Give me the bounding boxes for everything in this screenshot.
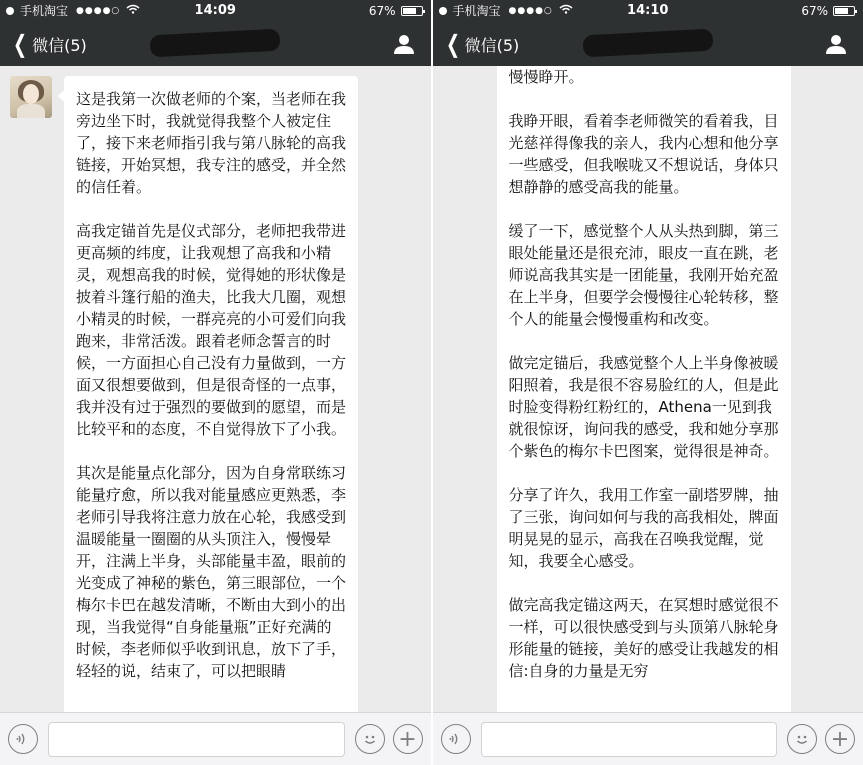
person-icon[interactable] [825,33,847,55]
battery-icon [833,6,855,16]
message-paragraph: 做完定锚后，我感觉整个人上半身像被暖阳照着，我是很不容易脸红的人，但是此时脸变得粉红粉红的，Athena一见到我就很惊讶，询问我的感受，我和她分享那个紫色的梅尔卡巴图案，觉得很是神奇。 [508,354,779,460]
message-paragraph: 高我定锚首先是仪式部分，老师把我带进更高频的纬度，让我观想了高我和小精灵，观想高我的时候，觉得她的形状像是披着斗篷行船的渔夫，比我大几圈，观想小精灵的时候，一群亮亮的小可爱们向我跑来，非常活泼。跟着老师念誓言的时候，一方面担心自己没有力量做到，一方面又很想要做到，但是很奇怪的一点事，我并没有过于强烈的要做到的愿望，而是比较平和的态度，不自觉得放下了小我。 [76,222,347,438]
status-bar [0,0,431,22]
status-time: 14:09 [194,3,236,18]
back-button[interactable] [443,22,520,66]
signal-icon: ●●●●○ [508,6,553,16]
voice-icon[interactable] [8,724,38,754]
message-paragraph: 分享了许久，我用工作室一副塔罗牌，抽了三张，询问如何与我的高我相处，牌面明晃晃的显示，高我在召唤我觉醒，觉知，我要全心感受。 [508,486,779,570]
input-bar [433,712,863,765]
chat-area[interactable] [433,66,863,712]
carrier-label: 手机淘宝 [452,4,501,18]
redacted-contact-name [582,29,713,58]
message-bubble[interactable] [64,76,358,712]
signal-icon: ●●●●○ [76,6,121,16]
emoji-icon[interactable] [355,724,385,754]
plus-icon[interactable]: + [393,724,423,754]
chevron-left-icon: ❮ [13,30,28,58]
back-button[interactable] [10,22,87,66]
message-paragraph: 做完高我定锚这两天，在冥想时感觉很不一样，可以很快感受到与头顶第八脉轮身形能量的链接，美好的感受让我越发的相信:自身的力量是无穷 [508,596,779,680]
message-input[interactable] [48,722,345,757]
carrier-label: 手机淘宝 [20,4,69,18]
nav-bar [0,22,431,66]
message-paragraph: 缓了一下，感觉整个人从头热到脚，第三眼处能量还是很充沛，眼皮一直在跳，老师说高我其实是一团能量，我刚开始充盈在上半身，但要学会慢慢往心轮转移，整个人的能量会慢慢重构和改变。 [508,222,779,328]
back-label: 微信(5) [32,35,87,55]
battery-icon [401,6,423,16]
status-bar [433,0,863,22]
battery-percent: 67% [368,4,396,18]
battery-percent: 67% [801,4,828,18]
top-bar [433,0,863,66]
input-bar [0,712,431,765]
right-screen [433,0,863,765]
person-icon[interactable] [393,33,415,55]
top-bar [0,0,431,66]
back-label: 微信(5) [464,35,520,55]
emoji-icon[interactable] [787,724,817,754]
message-paragraph: 慢慢睁开。 [508,68,584,86]
status-time: 14:10 [627,3,669,18]
message-paragraph: 其次是能量点化部分，因为自身常联练习能量疗愈，所以我对能量感应更熟悉，李老师引导我将注意力放在心轮，我感受到温暖能量一圈圈的从头顶注入，慢慢晕开，注满上半身，头部能量丰盈，眼前的光变成了神秘的紫色，第三眼部位，一个梅尔卡巴在越发清晰，不断由大到小的出现，当我觉得“自身能量瓶”正好充满的时候，李老师似乎收到讯息，放下了手，轻轻的说，结束了，可以把眼睛 [76,464,347,680]
avatar[interactable] [10,76,52,118]
chevron-left-icon: ❮ [445,30,460,58]
left-screen [0,0,431,765]
chat-area[interactable] [0,66,431,712]
redacted-contact-name [150,29,281,58]
voice-icon[interactable] [441,724,471,754]
nav-bar [433,22,863,66]
divider [431,0,432,765]
message-input[interactable] [481,722,778,757]
message-bubble[interactable] [497,66,791,712]
plus-icon[interactable]: + [825,724,855,754]
message-paragraph: 这是我第一次做老师的个案，当老师在我旁边坐下时，我就觉得我整个人被定住了，接下来老师指引我与第八脉轮的高我链接，开始冥想，我专注的感受，并全然的信任着。 [76,90,347,196]
message-paragraph: 我睁开眼，看着李老师微笑的看着我，目光慈祥得像我的亲人，我内心想和他分享一些感受，但我喉咙又不想说话，身体只想静静的感受高我的能量。 [508,112,779,196]
